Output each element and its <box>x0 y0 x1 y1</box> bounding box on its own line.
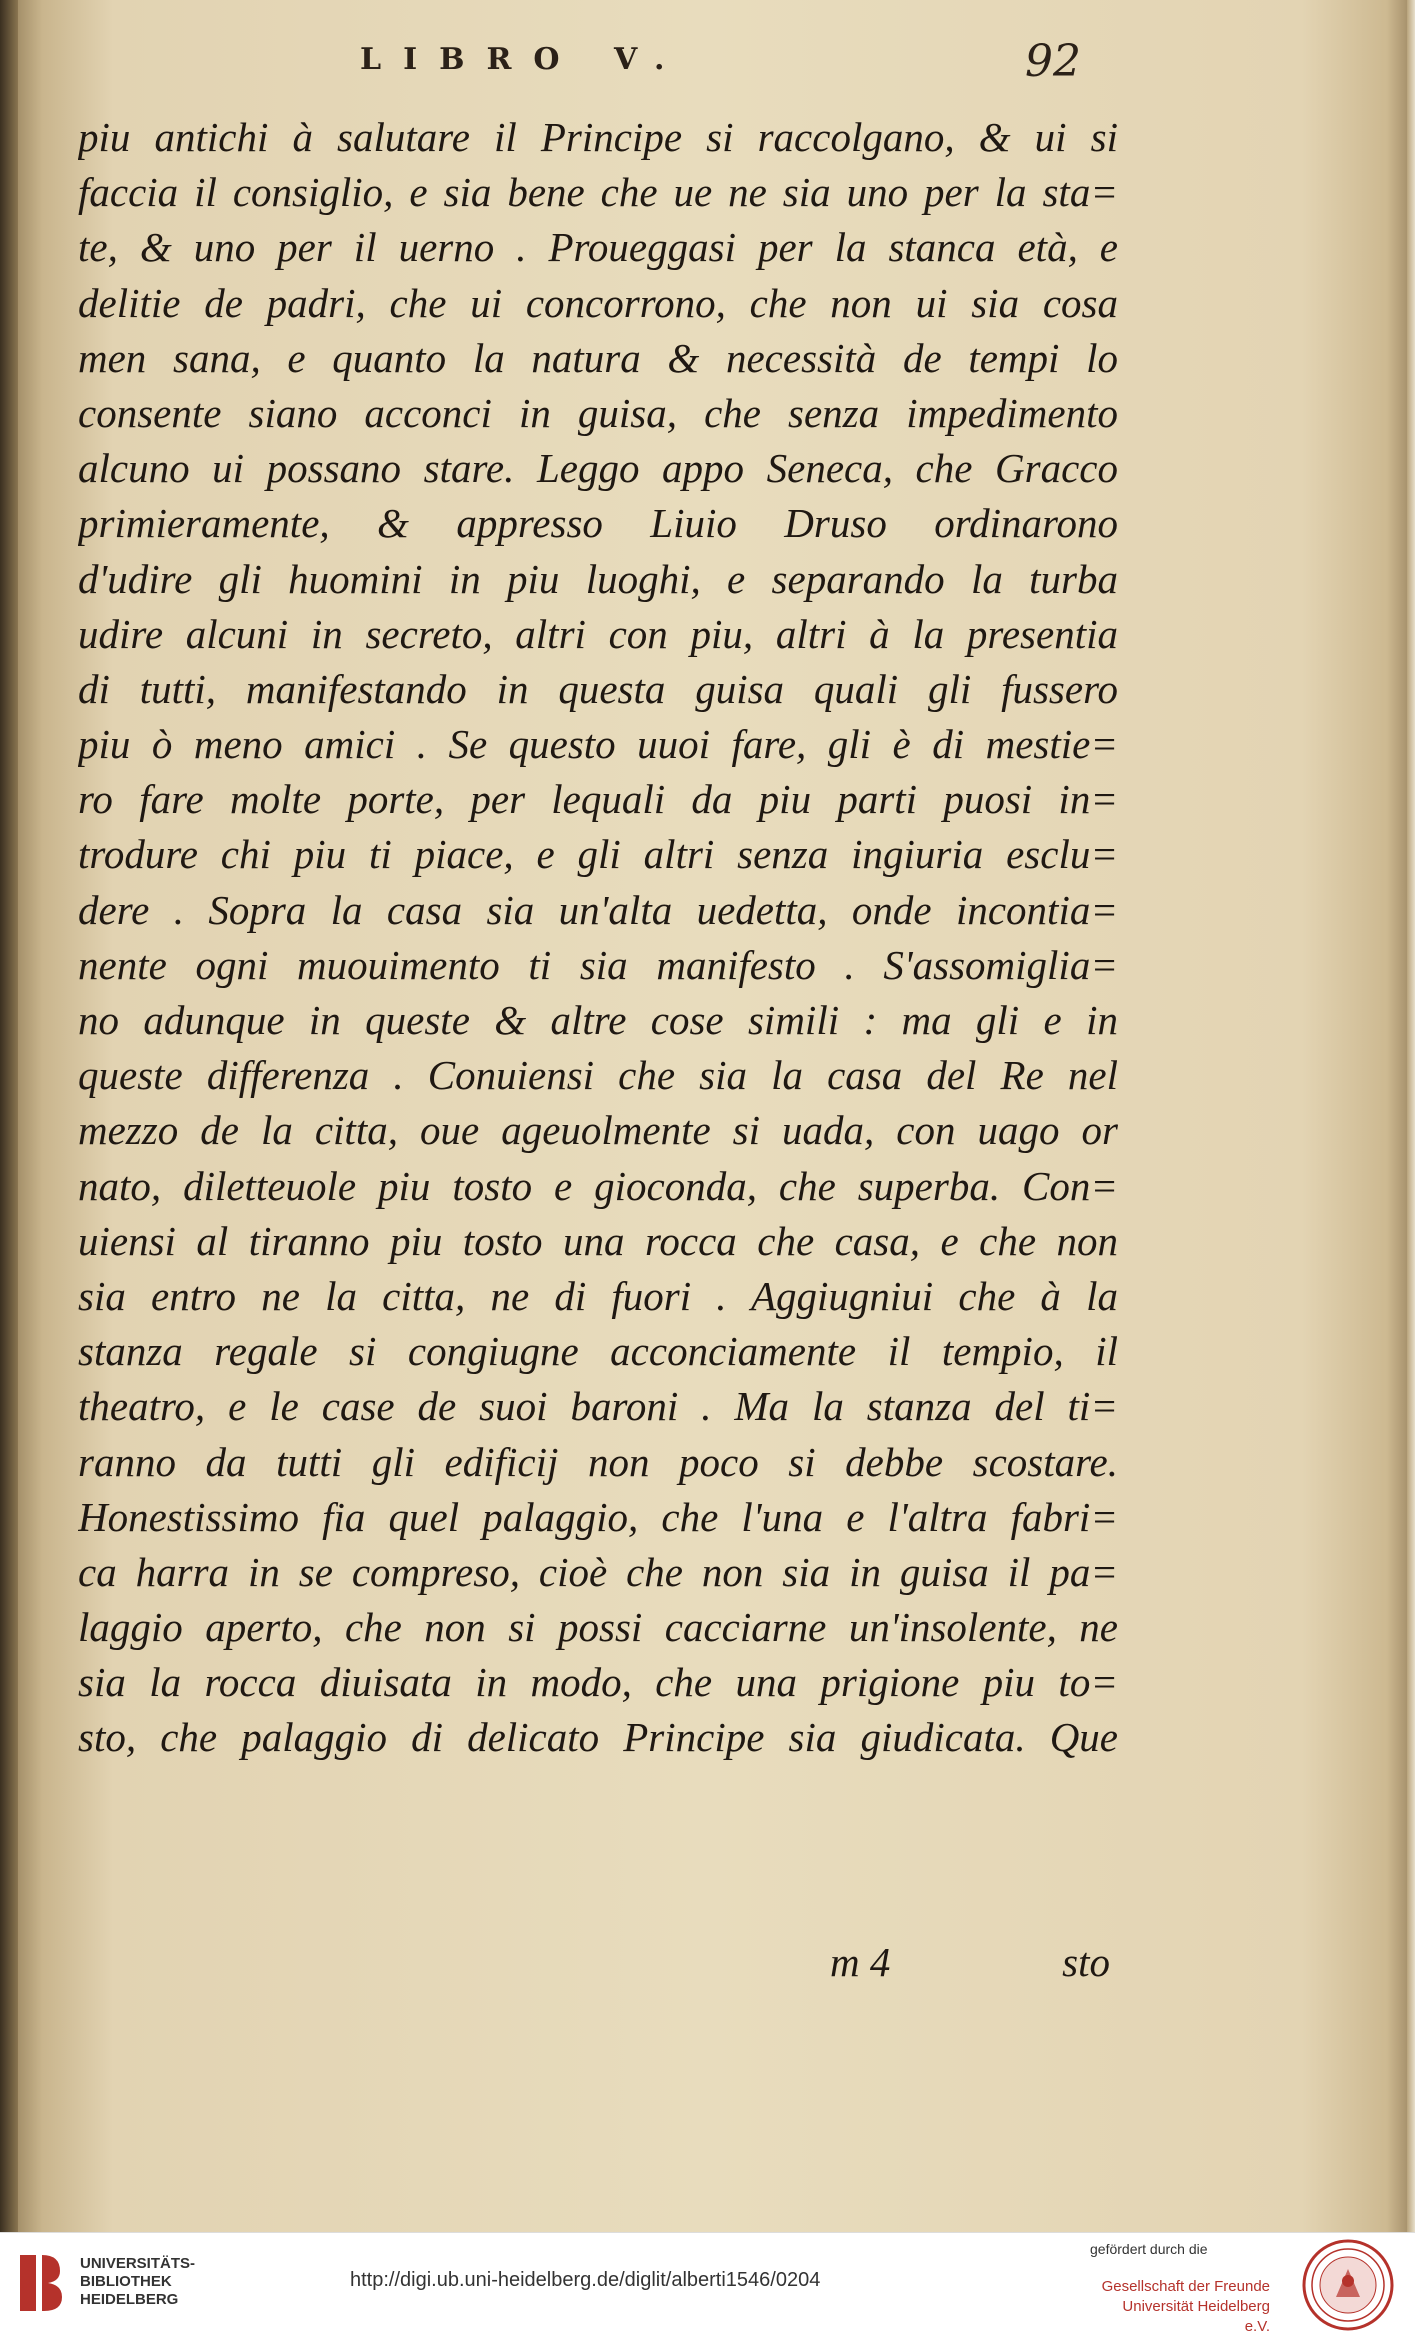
text-line: consente siano acconci in guisa, che senza impedimento <box>78 389 1118 436</box>
library-name-line: HEIDELBERG <box>80 2291 179 2308</box>
text-line: piu antichi à salutare il Principe si raccolgano, & ui si <box>78 114 1118 160</box>
folio-number: 92 <box>1025 36 1081 87</box>
university-seal-icon <box>1302 2239 1394 2331</box>
signature-mark: m 4 <box>830 1939 891 1985</box>
text-line: faccia il consiglio, e sia bene che ue ne sia uno per la sta= <box>78 169 1118 216</box>
text-line: stanza regale si congiugne acconciamente il tempio, il <box>78 1328 1118 1375</box>
text-line: mezzo de la citta, oue ageuolmente si uada, con uago or <box>78 1107 1118 1154</box>
text-line: queste differenza . Conuiensi che sia la casa del Re nel <box>78 1052 1118 1099</box>
library-name-line: UNIVERSITÄTS- <box>80 2255 196 2272</box>
text-line: sia la rocca diuisata in modo, che una prigione piu to= <box>78 1659 1118 1706</box>
catchwords-row <box>830 1938 1110 1986</box>
funded-by-label: gefördert durch die <box>1090 2241 1208 2257</box>
text-line: ranno da tutti gli edificij non poco si debbe scostare. <box>78 1438 1118 1485</box>
body-text <box>78 110 1118 1766</box>
text-line: sia entro ne la citta, ne di fuori . Aggiugniui che à la <box>78 1272 1118 1319</box>
sponsor-name-line: Universität Heidelberg e.V. <box>1122 2298 1270 2335</box>
text-line: no adunque in queste & altre cose simili : ma gli e in <box>78 997 1118 1043</box>
text-line: trodure chi piu ti piace, e gli altri senza ingiuria esclu= <box>78 831 1118 878</box>
sponsor-name <box>1098 2277 1270 2337</box>
permalink-url[interactable]: http://digi.ub.uni-heidelberg.de/diglit/alberti1546/0204 <box>350 2269 821 2291</box>
text-line: nato, diletteuole piu tosto e gioconda, che superba. Con= <box>78 1162 1118 1209</box>
text-line: piu ò meno amici . Se questo uuoi fare, gli è di mestie= <box>78 721 1118 768</box>
text-line: delitie de padri, che ui concorrono, che non ui sia cosa <box>78 279 1118 326</box>
text-line: sto, che palaggio di delicato Principe sia giudicata. Que <box>78 1714 1118 1761</box>
text-line: alcuno ui possano stare. Leggo appo Seneca, che Gracco <box>78 445 1118 492</box>
viewer-footer <box>0 2232 1415 2335</box>
text-line: laggio aperto, che non si possi cacciarne un'insolente, ne <box>78 1604 1118 1651</box>
text-line: primieramente, & appresso Liuio Druso ordinarono <box>78 500 1118 547</box>
running-head: LIBRO V. <box>360 42 687 77</box>
text-line: nente ogni muouimento ti sia manifesto . S'assomiglia= <box>78 941 1118 988</box>
text-line: te, & uno per il uerno . Proueggasi per la stanca età, e <box>78 224 1118 271</box>
library-name <box>80 2255 195 2309</box>
text-line: uiensi al tiranno piu tosto una rocca che casa, e che non <box>78 1217 1118 1264</box>
text-line: men sana, e quanto la natura & necessità de tempi lo <box>78 334 1118 381</box>
text-line: dere . Sopra la casa sia un'alta uedetta, onde incontia= <box>78 886 1118 933</box>
sponsor-name-line: Gesellschaft der Freunde <box>1101 2278 1270 2295</box>
text-line: ca harra in se compreso, cioè che non sia in guisa il pa= <box>78 1548 1118 1595</box>
text-line: udire alcuni in secreto, altri con piu, altri à la presentia <box>78 610 1118 657</box>
text-line: Honestissimo fia quel palaggio, che l'una e l'altra fabri= <box>78 1493 1118 1540</box>
catchword: sto <box>1062 1939 1110 1985</box>
text-line: d'udire gli huomini in piu luoghi, e separando la turba <box>78 555 1118 602</box>
university-library-logo-icon <box>14 2251 66 2315</box>
text-line: ro fare molte porte, per lequali da piu parti puosi in= <box>78 776 1118 823</box>
library-name-line: BIBLIOTHEK <box>80 2273 172 2290</box>
text-line: theatro, e le case de suoi baroni . Ma la stanza del ti= <box>78 1383 1118 1430</box>
text-line: di tutti, manifestando in questa guisa quali gli fussero <box>78 665 1118 712</box>
